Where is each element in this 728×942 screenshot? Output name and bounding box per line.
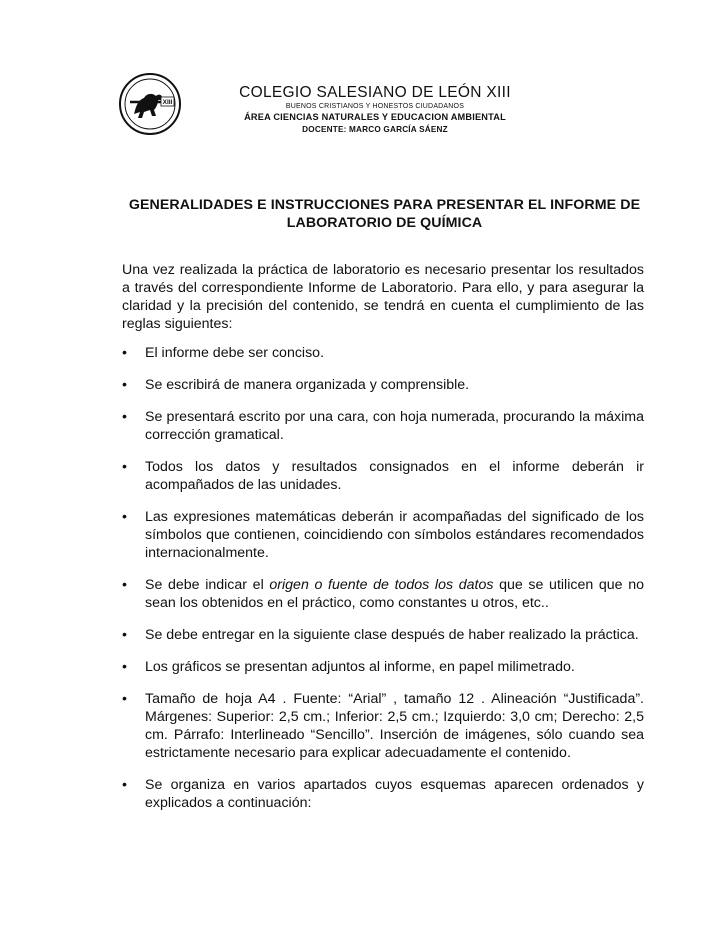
- bullet-icon: •: [122, 345, 127, 361]
- school-motto: BUENOS CRISTIANOS Y HONESTOS CIUDADANOS: [285, 103, 465, 110]
- list-item: [122, 776, 644, 812]
- list-item: [122, 344, 644, 362]
- bullet-icon: •: [122, 777, 127, 793]
- emphasized-text: origen o fuente de todos los datos: [269, 577, 494, 593]
- instructions-list: [122, 344, 644, 826]
- bullet-icon: •: [122, 409, 127, 425]
- page-title: [112, 196, 657, 232]
- list-item: [122, 690, 644, 762]
- list-item: [122, 376, 644, 394]
- list-item-text: Se organiza en varios apartados cuyos esquemas aparecen ordenados y explicados a continuación:: [145, 777, 644, 811]
- school-crest-icon: [118, 72, 182, 136]
- list-item-text: [145, 577, 644, 611]
- intro-paragraph: Una vez realizada la práctica de laboratorio es necesario presentar los resultados a través del correspondiente Informe de Laboratorio. Para ello, y para asegurar la claridad y la precisión del contenido, se tendrá en cuenta el cumplimiento de las reglas siguientes:: [122, 262, 644, 332]
- crest-numeral: XIII: [162, 99, 173, 106]
- bullet-icon: •: [122, 459, 127, 475]
- subject-area: ÁREA CIENCIAS NATURALES Y EDUCACION AMBIENTAL: [244, 112, 506, 122]
- list-item: [122, 576, 644, 612]
- bullet-icon: •: [122, 577, 127, 593]
- list-item-text-start: Se debe indicar el: [145, 577, 270, 593]
- bullet-icon: •: [122, 509, 127, 525]
- teacher-name: DOCENTE: MARCO GARCÍA SÁENZ: [302, 125, 448, 134]
- bullet-icon: •: [122, 659, 127, 675]
- list-item-text: El informe debe ser conciso.: [145, 345, 325, 361]
- list-item-text: Los gráficos se presentan adjuntos al informe, en papel milimetrado.: [145, 659, 575, 675]
- bullet-icon: •: [122, 627, 127, 643]
- list-item: [122, 626, 644, 644]
- list-item: [122, 508, 644, 562]
- list-item: [122, 408, 644, 444]
- list-item-text-end: que se utilicen que no sean los obtenidos en el práctico, como constantes u otros, etc..: [145, 577, 644, 611]
- list-item-text: Se escribirá de manera organizada y comprensible.: [145, 377, 470, 393]
- school-name: COLEGIO SALESIANO DE LEÓN XIII: [239, 84, 511, 101]
- list-item-text: Se presentará escrito por una cara, con hoja numerada, procurando la máxima corrección gramatical.: [145, 409, 644, 443]
- bullet-icon: •: [122, 691, 127, 707]
- list-item-text: Las expresiones matemáticas deberán ir acompañadas del significado de los símbolos que contienen, coincidiendo con símbolos estándares recomendados internacionalmente.: [145, 509, 644, 561]
- list-item-text: Se debe entregar en la siguiente clase después de haber realizado la práctica.: [145, 627, 639, 643]
- bullet-icon: •: [122, 377, 127, 393]
- list-item: [122, 458, 644, 494]
- title-line-1: GENERALIDADES E INSTRUCCIONES PARA PRESENTAR EL INFORME DE: [128, 197, 641, 213]
- list-item: [122, 658, 644, 676]
- title-line-2: LABORATORIO DE QUÍMICA: [286, 215, 483, 231]
- list-item-text: Tamaño de hoja A4 . Fuente: “Arial” , tamaño 12 . Alineación “Justificada”. Márgenes: Superior: 2,5 cm.; Inferior: 2,5 cm.; Izquierdo: 3,0 cm; Derecho: 2,5 cm. Párrafo: Interlineado “Sencillo”. Inserción de imágenes, sólo cuando sea estrictamente necesario para explicar adecuadamente el contenido.: [145, 691, 644, 761]
- list-item-text: Todos los datos y resultados consignados en el informe deberán ir acompañados de las unidades.: [145, 459, 644, 493]
